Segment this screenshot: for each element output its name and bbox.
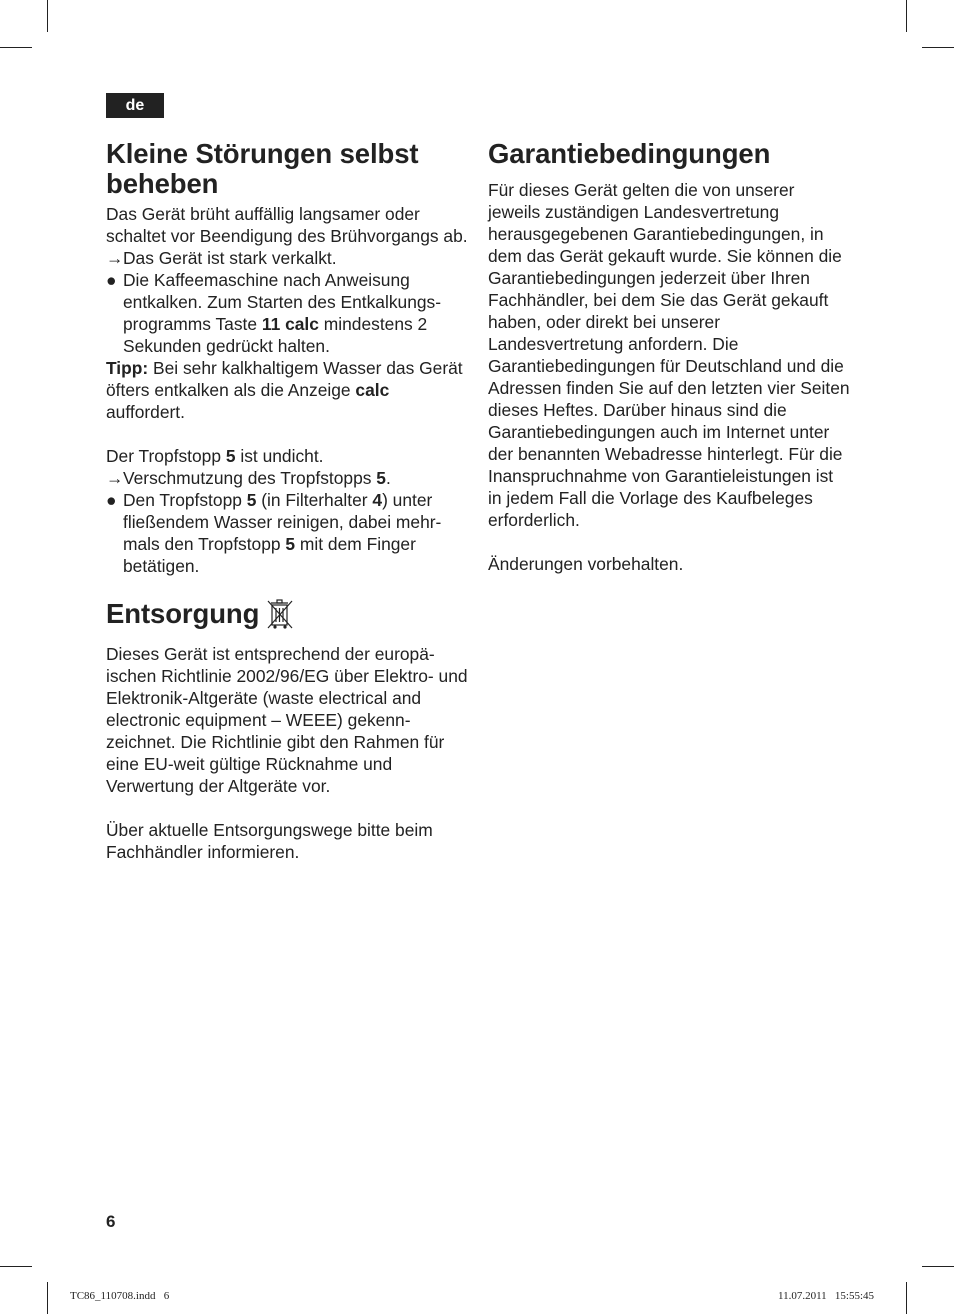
right-column (488, 139, 850, 575)
issue-slow-brewing: Das Gerät brüht auffällig langsamer oder schaltet vor Beendigung des Brühvorgangs ab. (106, 204, 468, 246)
remedy-item: ● Die Kaffeemaschine nach Anweisung entkalken. Zum Starten des Entkalkungsprogramms Taste 11 calc mindestens 2 Sekunden gedrückt halten. (106, 270, 442, 356)
crop-mark (906, 1282, 907, 1314)
warranty-paragraph: Für dieses Gerät gelten die von unserer jeweils zuständigen Landesvertretung herausgegebenen Garantiebedingungen, in dem das Gerät gekauft wurde. Sie können die Garantiebedingungen jederzeit über Ihren Fachhändler, bei dem Sie das Gerät gekauft haben, oder direkt bei unserer Landesvertretung anfordern. Die Garantiebedingungen für Deutschland und die Adressen finden Sie auf den letzten vier Seiten dieses Heftes. Darüber hinaus sind die Garantiebedingungen auch im Internet unter der benannten Webadresse hinterlegt. Für die Inanspruchnahme von Garantieleistungen ist in jedem Fall die Vorlage des Kaufbeleges erforderlich. (488, 180, 850, 530)
warranty-heading: Garantiebedingungen (488, 138, 771, 169)
bullet-icon: ● (106, 270, 117, 290)
issue-drip-stop: Der Tropfstopp 5 ist undicht. (106, 446, 324, 466)
crossed-bin-icon (267, 597, 293, 631)
cause-line: → Das Gerät ist stark verkalkt. (106, 248, 337, 268)
cause-line: → Verschmutzung des Tropfstopps 5. (106, 468, 391, 488)
remedy-item: ● Den Tropfstopp 5 (in Filterhalter 4) unter fließendem Wasser reinigen, dabei mehrmals den Tropfstopp 5 mit dem Finger betätigen. (106, 490, 442, 576)
disposal-info: Über aktuelle Entsorgungswege bitte beim Fachhändler informieren. (106, 820, 433, 862)
left-column (106, 139, 468, 863)
bullet-icon: ● (106, 490, 117, 510)
tip-paragraph: Tipp: Bei sehr kalkhaltigem Wasser das Gerät öfters entkalken als die Anzeige calc auffordert. (106, 358, 463, 422)
crop-mark (0, 47, 32, 48)
crop-mark (922, 1266, 954, 1267)
crop-mark (47, 1282, 48, 1314)
arrow-icon: → (106, 248, 124, 268)
arrow-icon: → (106, 468, 124, 488)
crop-mark (922, 47, 954, 48)
disposal-heading: Entsorgung (106, 597, 468, 631)
crop-mark (47, 0, 48, 32)
disposal-paragraph: Dieses Gerät ist entsprechend der europäischen Richtlinie 2002/96/EG über Elektro- und Elektronik-Altgeräte (waste electrical and electronic equipment – WEEE) gekennzeichnet. Die Richtlinie gibt den Rahmen für eine EU-weit gültige Rücknahme und Verwertung der Altgeräte vor. (106, 644, 468, 796)
footer-file-info: TC86_110708.indd 6 (70, 1290, 170, 1302)
language-tag: de (106, 93, 164, 118)
page-number: 6 (106, 1212, 116, 1231)
footer-timestamp: 11.07.2011 15:55:45 (778, 1290, 875, 1302)
crop-mark (906, 0, 907, 32)
changes-notice: Änderungen vorbehalten. (488, 554, 684, 574)
troubleshooting-heading: Kleine Störungen selbst beheben (106, 138, 419, 199)
crop-mark (0, 1266, 32, 1267)
